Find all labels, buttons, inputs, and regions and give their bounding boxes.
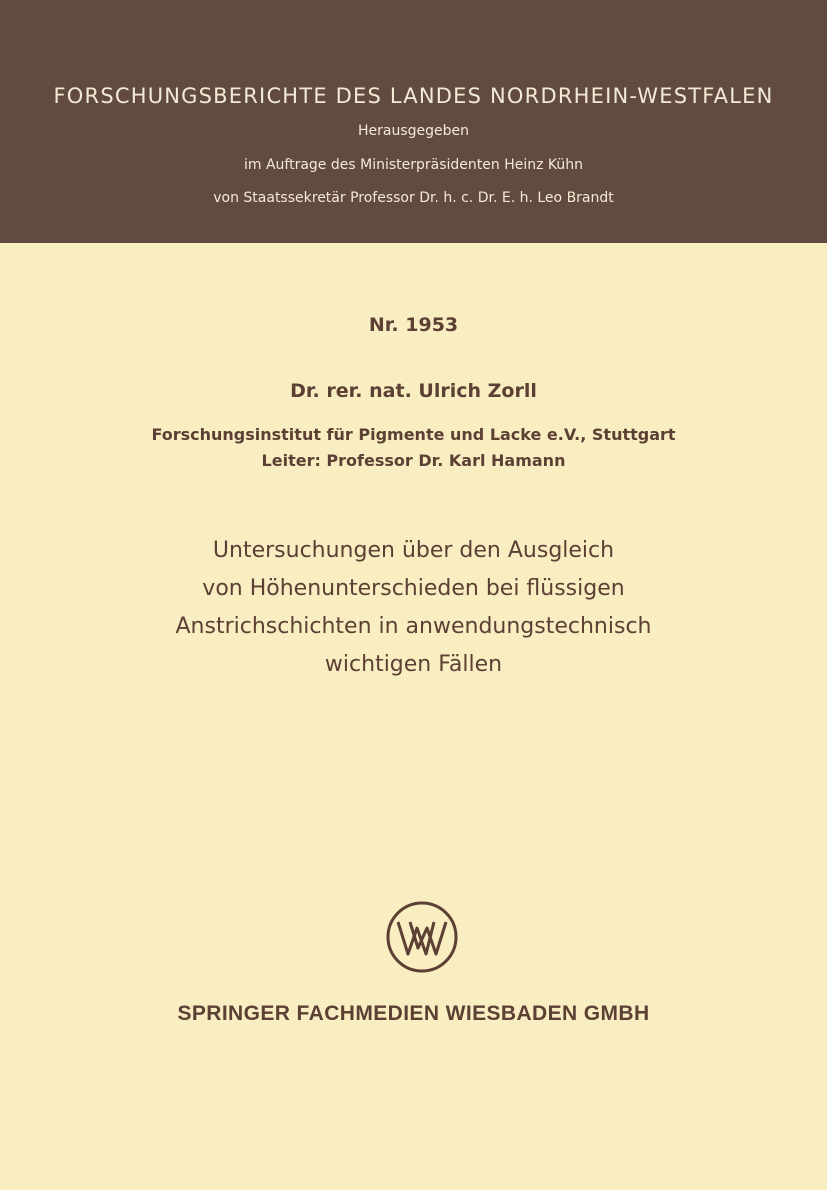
- publisher-note-line-2: im Auftrage des Ministerpräsidenten Heinz Kühn: [243, 157, 584, 173]
- report-number: Nr. 1953: [368, 314, 459, 336]
- series-title: FORSCHUNGSBERICHTE DES LANDES NORDRHEIN-WESTFALEN: [53, 84, 774, 108]
- series-header-band: [0, 0, 827, 243]
- ww-circle-logo-icon: [384, 900, 460, 974]
- institute-name: Forschungsinstitut für Pigmente und Lacke e.V., Stuttgart: [151, 425, 676, 444]
- title-line: Anstrichschichten in anwendungstechnisch: [175, 614, 652, 639]
- publisher-note-line-3: von Staatssekretär Professor Dr. h. c. Dr. E. h. Leo Brandt: [213, 190, 614, 206]
- title-line: von Höhenunterschieden bei flüssigen: [202, 576, 625, 601]
- title-line: Untersuchungen über den Ausgleich: [212, 538, 615, 563]
- institute-leader: Leiter: Professor Dr. Karl Hamann: [261, 451, 566, 470]
- author-name: Dr. rer. nat. Ulrich Zorll: [290, 380, 537, 402]
- publisher-name: SPRINGER FACHMEDIEN WIESBADEN GMBH: [177, 1002, 650, 1025]
- publisher-note-line-1: Herausgegeben: [357, 123, 469, 139]
- book-title: [0, 532, 827, 684]
- title-line: wichtigen Fällen: [324, 652, 503, 677]
